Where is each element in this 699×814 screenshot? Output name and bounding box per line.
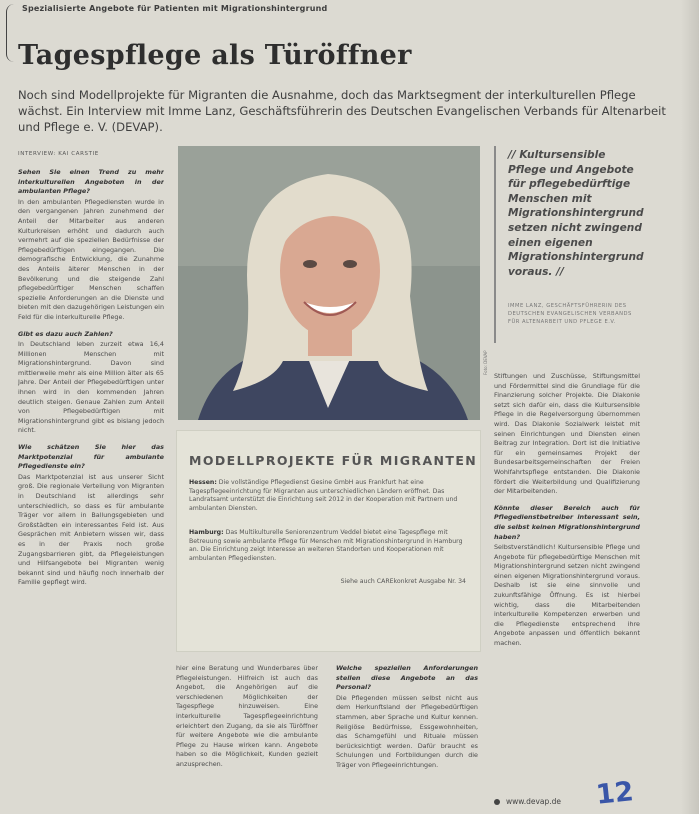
- byline: INTERVIEW: KAI CARSTIE: [18, 151, 99, 157]
- bullet-icon: [494, 799, 500, 805]
- info-box-reference: Siehe auch CAREkonkret Ausgabe Nr. 34: [340, 578, 466, 585]
- info-box-title: MODELLPROJEKTE FÜR MIGRANTEN: [189, 453, 478, 468]
- question: Könnte dieser Bereich auch für Pflegedienstbetreiber interessant sein, die selbst keinen Migrationshintergrund haben?: [494, 503, 640, 541]
- page-number: 12: [594, 776, 636, 811]
- photo-credit: Foto: DEVAP: [483, 350, 488, 375]
- question: Wie schätzen Sie hier das Marktpotenzial für ambulante Pflegedienste ein?: [18, 443, 164, 471]
- question: Welche speziellen Anforderungen stellen diese Angebote an das Personal?: [336, 664, 478, 692]
- article-column-3: [336, 664, 478, 810]
- answer: Das Marktpotenzial ist aus unserer Sicht groß. Die regionale Verteilung von Migranten in Deutschland ist allerdings sehr unterschiedlich, so dass es für ambulante Träger vor allem in Ballungsgebieten und Großstädten ein interessantes Feld ist. Aus Gesprächen mit Anbietern wissen wir, dass es in der Praxis noch große Zugangsbarrieren gibt, da Pflegeleistungen und Hilfsangebote bei Migranten wenig bekannt sind und häufig noch innerhalb der Familie gepflegt wird.: [18, 472, 164, 587]
- pull-quote: // Kultursensible Pflege und Angebote für pflegebedürftige Menschen mit Migrationshintergrund setzen nicht zwingend einen eigenen Migrationshintergrund voraus. //: [508, 149, 644, 278]
- kicker-bracket: [6, 4, 16, 62]
- info-box-text: Das Multikulturelle Seniorenzentrum Veddel bietet eine Tagespflege mit Betreuung sowie ambulante Pflege für Menschen mit Migrationshintergrund in Hamburg an. Die Einrichtung zeigt Interesse an weiteren Standorten und Kooperationen mit ambulanten Pflegediensten.: [189, 529, 463, 562]
- info-box-city: Hessen:: [189, 479, 217, 486]
- article-column-2: [176, 664, 318, 810]
- quote-bar: [494, 146, 496, 343]
- quote-attribution: IMME LANZ, GESCHÄFTSFÜHRERIN DES DEUTSCHEN EVANGELISCHEN VERBANDS FÜR ALTENARBEIT UND PFLEGE E.V.: [508, 303, 632, 325]
- answer: hier eine Beratung und Wunderbares über Pflegeleistungen. Hilfreich ist auch das Angebot, die Angehörigen auf die verschiedenen Möglichkeiten der Tagespflege hinzuweisen. Eine interkulturelle Tagespflegeeinrichtung erleichtert den Zugang, da sie als Türöffner für weitere Angebote wie die ambulante Pflege zu Hause wirken kann. Angebote haben so die Möglichkeit, Kunden gezielt anzusprechen.: [176, 664, 318, 768]
- info-box-text: Die vollständige Pflegedienst Gesine GmbH aus Frankfurt hat eine Tagespflegeeinrichtung für Migranten aus unterschiedlichen Ländern eröffnet. Das Landratsamt unterstützt die Einrichtung seit 2012 in der Kooperation mit Partnern und ambulanten Diensten.: [189, 479, 458, 512]
- article-column-1: [18, 168, 164, 808]
- answer: Selbstverständlich! Kultursensible Pflege und Angebote für pflegebedürftige Menschen mit Migrationshintergrund setzen nicht zwingend einen eigenen Migrationshintergrund voraus. Deshalb ist sie eine sinnvolle und zukunftsfähige Öffnung. Es ist hierbei wichtig, dass die Mitarbeitenden interkulturelle Kompetenzen erwerben und die Pflegedienste entsprechend ihre Angebote anpassen und öffentlich bekannt machen.: [494, 543, 640, 648]
- answer: In Deutschland leben zurzeit etwa 16,4 Millionen Menschen mit Migrationshintergrund. Davon sind mittlerweile mehr als eine Million älter als 65 Jahre. Der Anteil der Pflegebedürftigen unter ihnen wird in den kommenden Jahren deutlich steigen. Genaue Zahlen zum Anteil von Pflegebedürftigen mit Migrationshintergrund gibt es bislang jedoch nicht.: [18, 340, 164, 435]
- question: Sehen Sie einen Trend zu mehr interkulturellen Angeboten in der ambulanten Pflege?: [18, 168, 164, 196]
- lead-paragraph: Noch sind Modellprojekte für Migranten die Ausnahme, doch das Marktsegment der interkulturellen Pflege wächst. Ein Interview mit Imme Lanz, Geschäftsführerin des Deutschen Evangelischen Verbands für Altenarbeit und Pflege e. V. (DEVAP).: [18, 88, 666, 134]
- portrait-photo: [178, 146, 480, 420]
- kicker: Spezialisierte Angebote für Patienten mit Migrationshintergrund: [22, 4, 328, 13]
- article-column-4: [494, 372, 640, 777]
- info-box-city: Hamburg:: [189, 529, 224, 536]
- footer-url: www.devap.de: [506, 797, 562, 806]
- info-box-item: [189, 529, 471, 563]
- question: Gibt es dazu auch Zahlen?: [18, 329, 113, 338]
- footer-link[interactable]: [494, 797, 561, 806]
- portrait-illustration: [178, 146, 480, 420]
- answer: Stiftungen und Zuschüsse, Stiftungsmittel und Fördermittel sind die Grundlage für die Finanzierung solcher Projekte. Die Diakonie setzt sich dafür ein, dass die Kultursensible Pflege in die Regelversorgung übernommen wird. Das Diakonie Sozialwerk leistet mit seinen Einrichtungen und Diensten einen Beitrag zur Integration. Dort ist die Initiative für ein gemeinsames Projekt der Bundesarbeitsgemeinschaften der Freien Wohlfahrtspflege entstanden. Die Diakonie fördert die Weiterbildung und Qualifizierung der Mitarbeitenden.: [494, 372, 640, 496]
- page-edge-shadow: [681, 0, 699, 814]
- page-title: Tagespflege als Türöffner: [18, 40, 412, 71]
- answer: Die Pflegenden müssen selbst nicht aus dem Herkunftsland der Pflegebedürftigen stammen, aber Sprache und Kultur kennen. Religiöse Bedürfnisse, Essgewohnheiten, das Schamgefühl und Rituale müssen berücksichtigt werden. Dafür braucht es Schulungen und Fortbildungen durch die Träger von Pflegeeinrichtungen.: [336, 693, 478, 769]
- info-box: [176, 430, 481, 652]
- answer: In den ambulanten Pflegediensten wurde in den vergangenen Jahren zunehmend der Anteil der Mitarbeiter aus anderen Kulturkreisen erhöht und dadurch auch vermehrt auf die speziellen Bedürfnisse der Pflegebedürftigen eingegangen. Die demografische Entwicklung, die Zunahme des Anteils älterer Menschen in der Bevölkerung und die steigende Zahl pflegebedürftiger Menschen schaffen spezielle Anforderungen an die Dienste und bieten mit den dazugehörigen Leistungen ein Feld für die interkulturelle Pflege.: [18, 197, 164, 321]
- info-box-item: [189, 479, 471, 513]
